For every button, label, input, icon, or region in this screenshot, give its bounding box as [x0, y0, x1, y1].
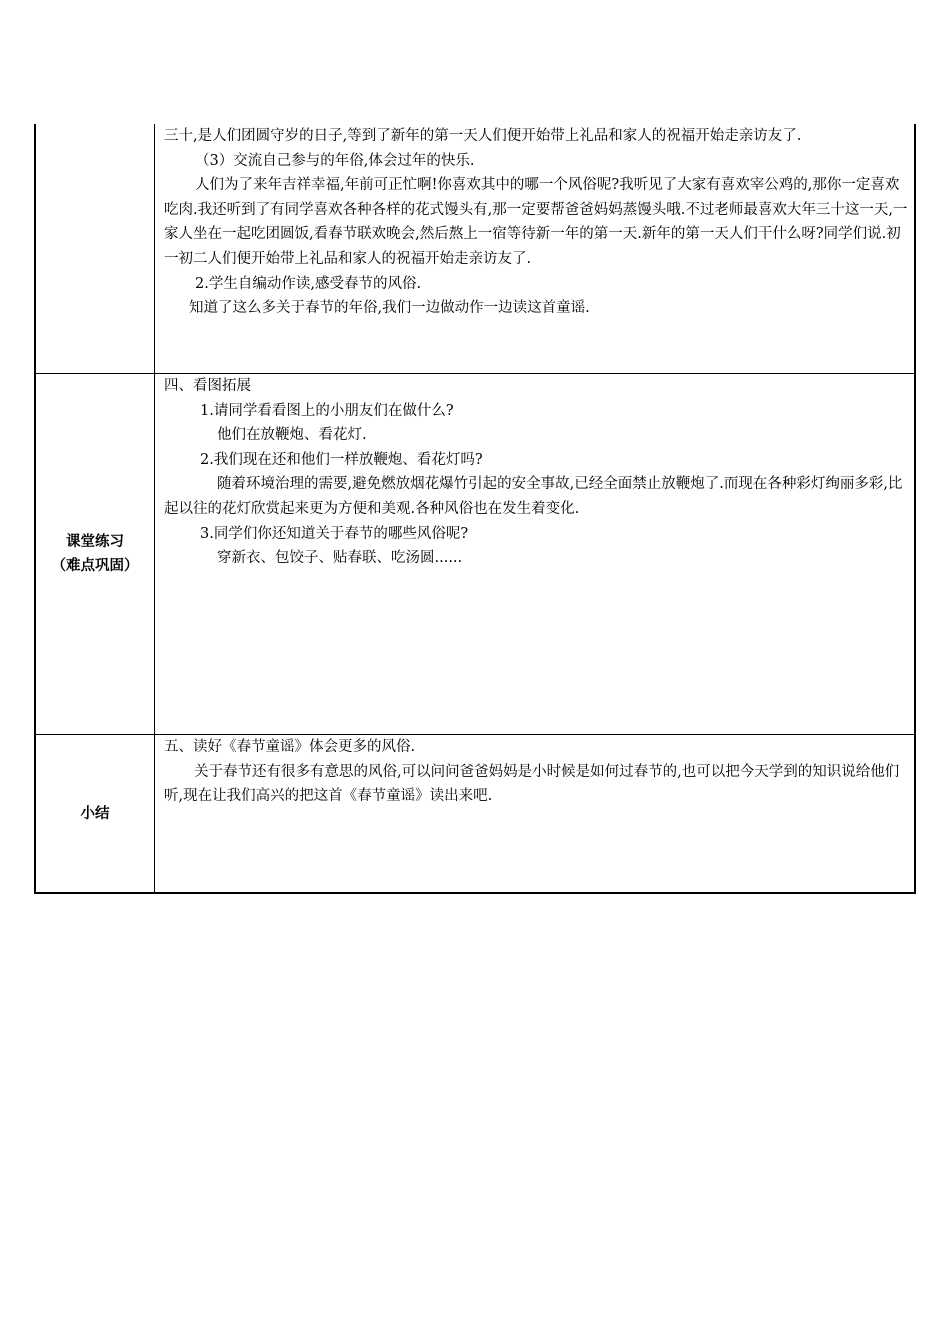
row-content-cell	[155, 735, 916, 894]
row-label-title: 课堂练习	[66, 534, 124, 550]
paragraph: （3）交流自己参与的年俗,体会过年的快乐.	[195, 152, 475, 169]
row-label-cell	[35, 124, 155, 374]
table-row	[35, 124, 915, 374]
paragraph: 穿新衣、包饺子、贴春联、吃汤圆......	[217, 550, 463, 567]
paragraph: 关于春节还有很多有意思的风俗,可以问问爸爸妈妈是小时候是如何过春节的,也可以把今天学到的知识说给他们听,现在让我们高兴的把这首《春节童谣》读出来吧.	[164, 763, 900, 805]
paragraph: 2.学生自编动作读,感受春节的风俗.	[195, 275, 422, 292]
paragraph: 他们在放鞭炮、看花灯.	[217, 427, 367, 444]
row-label-cell	[35, 374, 155, 735]
table-row	[35, 374, 915, 735]
paragraph: 1.请同学看看图上的小朋友们在做什么?	[200, 402, 454, 419]
paragraph: 三十,是人们团圆守岁的日子,等到了新年的第一天人们便开始带上礼品和家人的祝福开始走亲访友了.	[164, 128, 802, 144]
row-content-cell	[155, 124, 916, 374]
row-label-subtitle: （难点巩固）	[51, 558, 139, 574]
row-label-title: 小结	[80, 805, 110, 822]
section-heading: 五、读好《春节童谣》体会更多的风俗.	[164, 739, 416, 755]
table-row	[35, 735, 915, 894]
paragraph: 随着环境治理的需要,避免燃放烟花爆竹引起的安全事故,已经全面禁止放鞭炮了.而现在各种彩灯绚丽多彩,比起以往的花灯欣赏起来更为方便和美观.各种风俗也在发生着变化.	[164, 476, 903, 517]
paragraph: 人们为了来年吉祥幸福,年前可正忙啊!你喜欢其中的哪一个风俗呢?我听见了大家有喜欢宰公鸡的,那你一定喜欢吃肉.我还听到了有同学喜欢各种各样的花式馒头有,那一定要帮爸爸妈妈蒸馒头哦.不过老师最喜欢大年三十这一天,一家人坐在一起吃团圆饭,看春节联欢晚会,然后熬上一宿等待新一年的第一天.新年的第一天人们干什么呀?同学们说.初一初二人们便开始带上礼品和家人的祝福开始走亲访友了.	[164, 177, 908, 267]
paragraph: 3.同学们你还知道关于春节的哪些风俗呢?	[200, 525, 469, 542]
paragraph: 2.我们现在还和他们一样放鞭炮、看花灯吗?	[200, 451, 483, 468]
row-content-cell	[155, 374, 916, 735]
row-label-cell	[35, 735, 155, 894]
paragraph: 知道了这么多关于春节的年俗,我们一边做动作一边读这首童谣.	[189, 300, 590, 317]
section-heading: 四、看图拓展	[164, 378, 251, 394]
lesson-plan-table	[34, 124, 916, 894]
